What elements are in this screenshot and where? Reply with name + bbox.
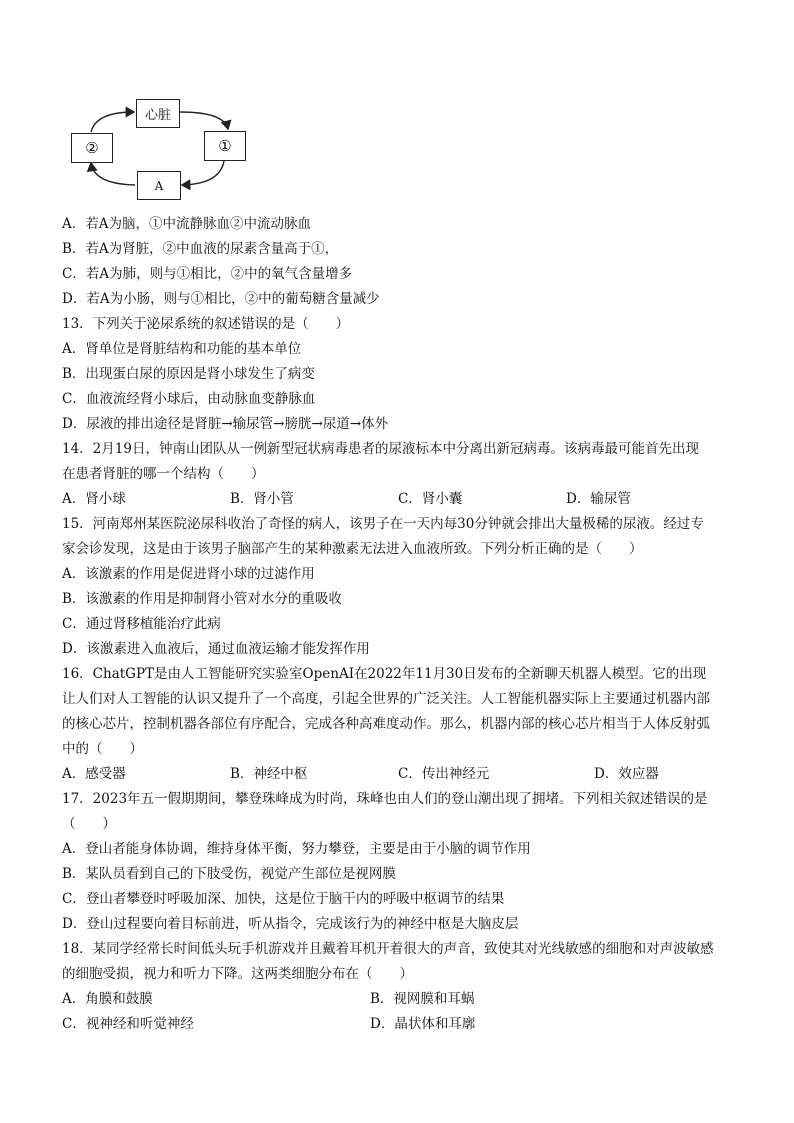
q12-option-b: B．若A为肾脏，②中血液的尿素含量高于①， — [62, 241, 339, 257]
q14-stem-line2: 在患者肾脏的哪一个结构（ ） — [62, 466, 265, 482]
q18-stem-line1: 18．某同学经常长时间低头玩手机游戏并且戴着耳机开着很大的声音，致使其对光线敏感的细胞和对声波敏感 — [62, 941, 714, 957]
q14-stem-line1: 14．2月19日，钟南山团队从一例新型冠状病毒患者的尿液标本中分离出新冠病毒。该病毒最可能首先出现 — [62, 441, 699, 457]
q17-option-d: D．登山过程要向着目标前进，听从指令，完成该行为的神经中枢是大脑皮层 — [62, 916, 519, 932]
q18-option-c: C．视神经和听觉神经 — [62, 1016, 194, 1032]
q13-option-d: D．尿液的排出途径是肾脏→输尿管→膀胱→尿道→体外 — [62, 416, 389, 432]
q15-stem-line2: 家会诊发现，这是由于该男子脑部产生的某种激素无法进入血液所致。下列分析正确的是（ ） — [62, 541, 643, 557]
q17-option-b: B．某队员看到自己的下肢受伤，视觉产生部位是视网膜 — [62, 866, 396, 882]
q17-option-a: A．登山者能身体协调，维持身体平衡，努力攀登，主要是由于小脑的调节作用 — [62, 841, 531, 857]
q16-stem-line3: 的核心芯片，控制机器各部位有序配合，完成各种高难度动作。那么，机器内部的核心芯片相当于人体反射弧 — [62, 716, 710, 732]
q13-option-a: A．肾单位是肾脏结构和功能的基本单位 — [62, 341, 302, 357]
q17-stem-line2: （ ） — [62, 816, 116, 832]
q13-option-b: B．出现蛋白尿的原因是肾小球发生了病变 — [62, 366, 315, 382]
q12-option-d: D．若A为小肠，则与①相比，②中的葡萄糖含量减少 — [62, 291, 380, 307]
vessel-2-box: ② — [71, 133, 113, 163]
q17-option-c: C．登山者攀登时呼吸加深、加快，这是位于脑干内的呼吸中枢调节的结果 — [62, 891, 505, 907]
q12-option-c: C．若A为肺，则与①相比，②中的氧气含量增多 — [62, 266, 353, 282]
q15-stem-line1: 15．河南郑州某医院泌尿科收治了奇怪的病人，该男子在一天内每30分钟就会排出大量极稀的尿液。经过专 — [62, 516, 704, 532]
q14-option-d: D．输尿管 — [566, 491, 631, 507]
q14-option-a: A．肾小球 — [62, 491, 126, 507]
q15-option-d: D．该激素进入血液后，通过血液运输才能发挥作用 — [62, 641, 370, 657]
q15-option-a: A．该激素的作用是促进肾小球的过滤作用 — [62, 566, 315, 582]
q13-stem: 13．下列关于泌尿系统的叙述错误的是（ ） — [62, 316, 350, 332]
q16-option-a: A．感受器 — [62, 766, 126, 782]
q13-option-c: C．血液流经肾小球后，由动脉血变静脉血 — [62, 391, 316, 407]
q16-option-b: B．神经中枢 — [230, 766, 308, 782]
q16-stem-line2: 让人们对人工智能的认识又提升了一个高度，引起全世界的广泛关注。人工智能机器实际上主要通过机器内部 — [62, 691, 710, 707]
circulation-diagram — [62, 96, 268, 204]
q17-stem-line1: 17．2023年五一假期期间，攀登珠峰成为时尚，珠峰也由人们的登山潮出现了拥堵。下列相关叙述错误的是 — [62, 791, 708, 807]
q15-option-c: C．通过肾移植能治疗此病 — [62, 616, 221, 632]
organ-a-box: A — [137, 171, 181, 200]
q16-option-c: C．传出神经元 — [398, 766, 490, 782]
q18-option-d: D．晶状体和耳廓 — [370, 1016, 476, 1032]
q18-stem-line2: 的细胞受损，视力和听力下降。这两类细胞分布在（ ） — [62, 966, 413, 982]
q12-option-a: A．若A为脑，①中流静脉血②中流动脉血 — [62, 216, 311, 232]
q18-option-a: A．角膜和鼓膜 — [62, 991, 153, 1007]
heart-box: 心脏 — [136, 99, 180, 128]
q16-stem-line4: 中的（ ） — [62, 741, 143, 757]
q14-option-b: B．肾小管 — [230, 491, 294, 507]
vessel-1-box: ① — [204, 131, 246, 161]
q15-option-b: B．该激素的作用是抑制肾小管对水分的重吸收 — [62, 591, 342, 607]
q16-option-d: D．效应器 — [594, 766, 659, 782]
q14-option-c: C．肾小囊 — [398, 491, 463, 507]
q18-option-b: B．视网膜和耳蜗 — [370, 991, 475, 1007]
q16-stem-line1: 16．ChatGPT是由人工智能研究实验室OpenAI在2022年11月30日发布的全新聊天机器人模型。它的出现 — [62, 666, 707, 682]
